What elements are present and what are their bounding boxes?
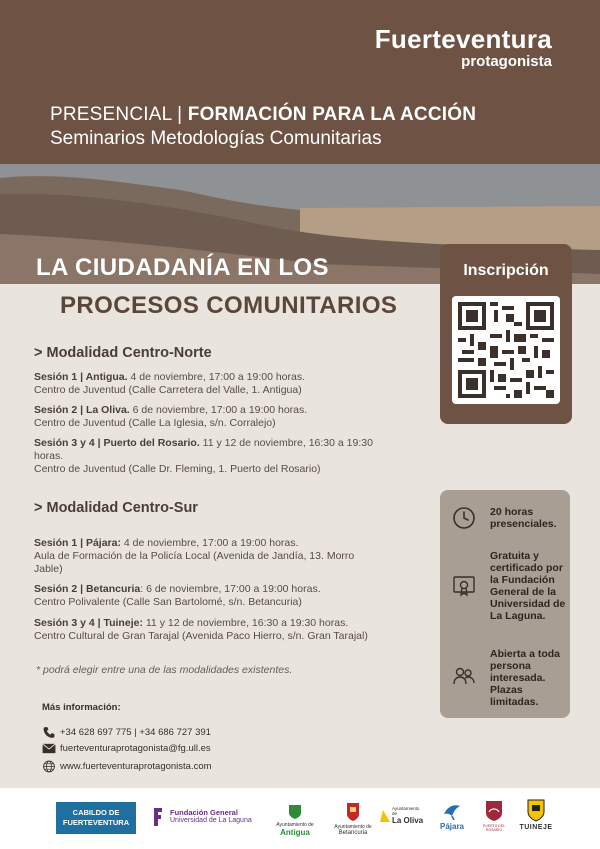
pajara-bird-icon xyxy=(442,802,462,820)
info-certificate-text: Gratuita y certificado por la Fundación General de la Universidad de La Laguna. xyxy=(490,550,566,622)
session-where: Aula de Formación de la Policía Local (Avenida de Jandía, 13. Morro Jable) xyxy=(34,550,355,575)
certificate-icon xyxy=(452,574,476,598)
modality-note: * podrá elegir entre una de las modalidades existentes. xyxy=(36,664,293,676)
session-where: Centro de Juventud (Calle La Iglesia, s/n. Corralejo) xyxy=(34,417,276,429)
session-where: Centro Cultural de Gran Tarajal (Avenida Paco Hierro, s/n. Gran Tarajal) xyxy=(34,630,368,642)
fundacion-line1: Fundación General xyxy=(170,808,238,817)
south-session-1 xyxy=(34,537,379,576)
la-oliva-mark-icon xyxy=(380,810,390,822)
session-title: Sesión 1 | Pájara: xyxy=(34,537,121,549)
info-certificate xyxy=(452,550,564,630)
betancuria-shield-icon xyxy=(346,802,360,822)
clock-icon xyxy=(452,506,476,530)
session-when: 11 y 12 de noviembre, 16:30 a 19:30 horas. xyxy=(34,437,373,462)
cabildo-logo-text: CABILDO DE FUERTEVENTURA xyxy=(62,808,130,827)
sponsor-logos xyxy=(0,788,600,849)
info-hours xyxy=(452,506,564,546)
session-when: : 6 de noviembre, 17:00 a 19:00 horas. xyxy=(140,583,321,595)
north-session-1 xyxy=(34,371,394,397)
header-modality-bold: FORMACIÓN PARA LA ACCIÓN xyxy=(187,104,477,125)
info-box xyxy=(440,490,570,718)
session-when: 4 de noviembre, 17:00 a 19:00 horas. xyxy=(120,537,299,549)
antigua-small: Ayuntamiento de xyxy=(276,822,314,828)
info-hours-text: 20 horas presenciales. xyxy=(490,506,557,530)
session-title: Sesión 3 y 4 | Puerto del Rosario. xyxy=(34,437,200,449)
session-when: 4 de noviembre, 17:00 a 19:00 horas. xyxy=(127,371,306,383)
north-session-3 xyxy=(34,437,379,476)
info-audience-text: Abierta a toda persona interesada. Plazas limitadas. xyxy=(490,648,561,708)
south-session-3 xyxy=(34,617,409,643)
info-audience xyxy=(452,648,564,712)
tuineje-logo xyxy=(516,798,556,831)
antigua-logo xyxy=(270,804,320,837)
contact-web[interactable] xyxy=(42,760,212,773)
puerto-shield-icon xyxy=(485,800,503,822)
puerto-name: PUERTO DEL ROSARIO xyxy=(482,824,506,832)
main-title-line1: LA CIUDADANÍA EN LOS xyxy=(36,254,329,281)
registration-qr-code[interactable] xyxy=(452,296,560,404)
session-when: 11 y 12 de noviembre, 16:30 a 19:30 horas. xyxy=(142,617,349,629)
people-icon xyxy=(452,664,476,688)
betancuria-small: Ayuntamiento de xyxy=(334,824,372,830)
brand xyxy=(375,24,552,70)
contact-email-text: fuerteventuraprotagonista@fg.ull.es xyxy=(60,743,211,755)
south-session-2 xyxy=(34,583,394,609)
antigua-name: Antigua xyxy=(280,828,310,837)
registration-box[interactable] xyxy=(440,244,572,424)
puerto-del-rosario-logo xyxy=(478,800,510,832)
betancuria-name: Betancuria xyxy=(338,830,368,836)
contact-phone-text: +34 628 697 775 | +34 686 727 391 xyxy=(60,727,211,739)
contact-email[interactable] xyxy=(42,743,211,754)
brand-tagline: protagonista xyxy=(461,53,552,70)
header-modality xyxy=(50,104,476,126)
la-oliva-name: La Oliva xyxy=(392,816,424,825)
header-modality-prefix: PRESENCIAL | xyxy=(50,104,188,125)
header-subtitle: Seminarios Metodologías Comunitarias xyxy=(50,128,382,149)
brand-name: Fuerteventura xyxy=(374,24,552,54)
pajara-logo xyxy=(438,802,466,831)
header-band xyxy=(0,0,600,164)
la-oliva-small: Ayuntamiento de xyxy=(392,806,420,816)
qr-code-icon xyxy=(458,302,554,398)
fundacion-mark-icon xyxy=(152,808,164,826)
tuineje-name: TUINEJE xyxy=(519,824,553,831)
fundacion-line2: Universidad de La Laguna xyxy=(170,817,252,824)
pajara-name: Pájara xyxy=(439,822,465,831)
session-title: Sesión 2 | La Oliva. xyxy=(34,404,130,416)
fundacion-logo xyxy=(152,808,252,824)
session-title: Sesión 2 | Betancuria xyxy=(34,583,141,595)
south-heading: > Modalidad Centro-Sur xyxy=(34,500,198,516)
la-oliva-logo xyxy=(380,806,424,825)
email-icon xyxy=(42,743,56,754)
registration-label: Inscripción xyxy=(463,262,549,279)
north-heading: > Modalidad Centro-Norte xyxy=(34,345,212,361)
contact-heading: Más información: xyxy=(42,702,121,713)
session-where: Centro de Juventud (Calle Carretera del Valle, 1. Antigua) xyxy=(34,384,302,396)
session-title: Sesión 3 y 4 | Tuineje: xyxy=(34,617,143,629)
session-where: Centro Polivalente (Calle San Bartolomé, s/n. Betancuria) xyxy=(34,596,302,608)
tuineje-shield-icon xyxy=(527,798,545,822)
globe-icon xyxy=(42,760,56,773)
session-when: 6 de noviembre, 17:00 a 19:00 horas. xyxy=(129,404,308,416)
antigua-shield-icon xyxy=(287,804,303,820)
cabildo-logo xyxy=(56,802,136,834)
betancuria-logo xyxy=(333,802,373,836)
north-session-2 xyxy=(34,404,394,430)
session-title: Sesión 1 | Antigua. xyxy=(34,371,128,383)
session-where: Centro de Juventud (Calle Dr. Fleming, 1. Puerto del Rosario) xyxy=(34,463,321,475)
phone-icon xyxy=(42,726,56,739)
contact-web-text: www.fuerteventuraprotagonista.com xyxy=(60,761,212,773)
contact-phone[interactable] xyxy=(42,726,211,739)
main-title-line2: PROCESOS COMUNITARIOS xyxy=(60,292,398,319)
